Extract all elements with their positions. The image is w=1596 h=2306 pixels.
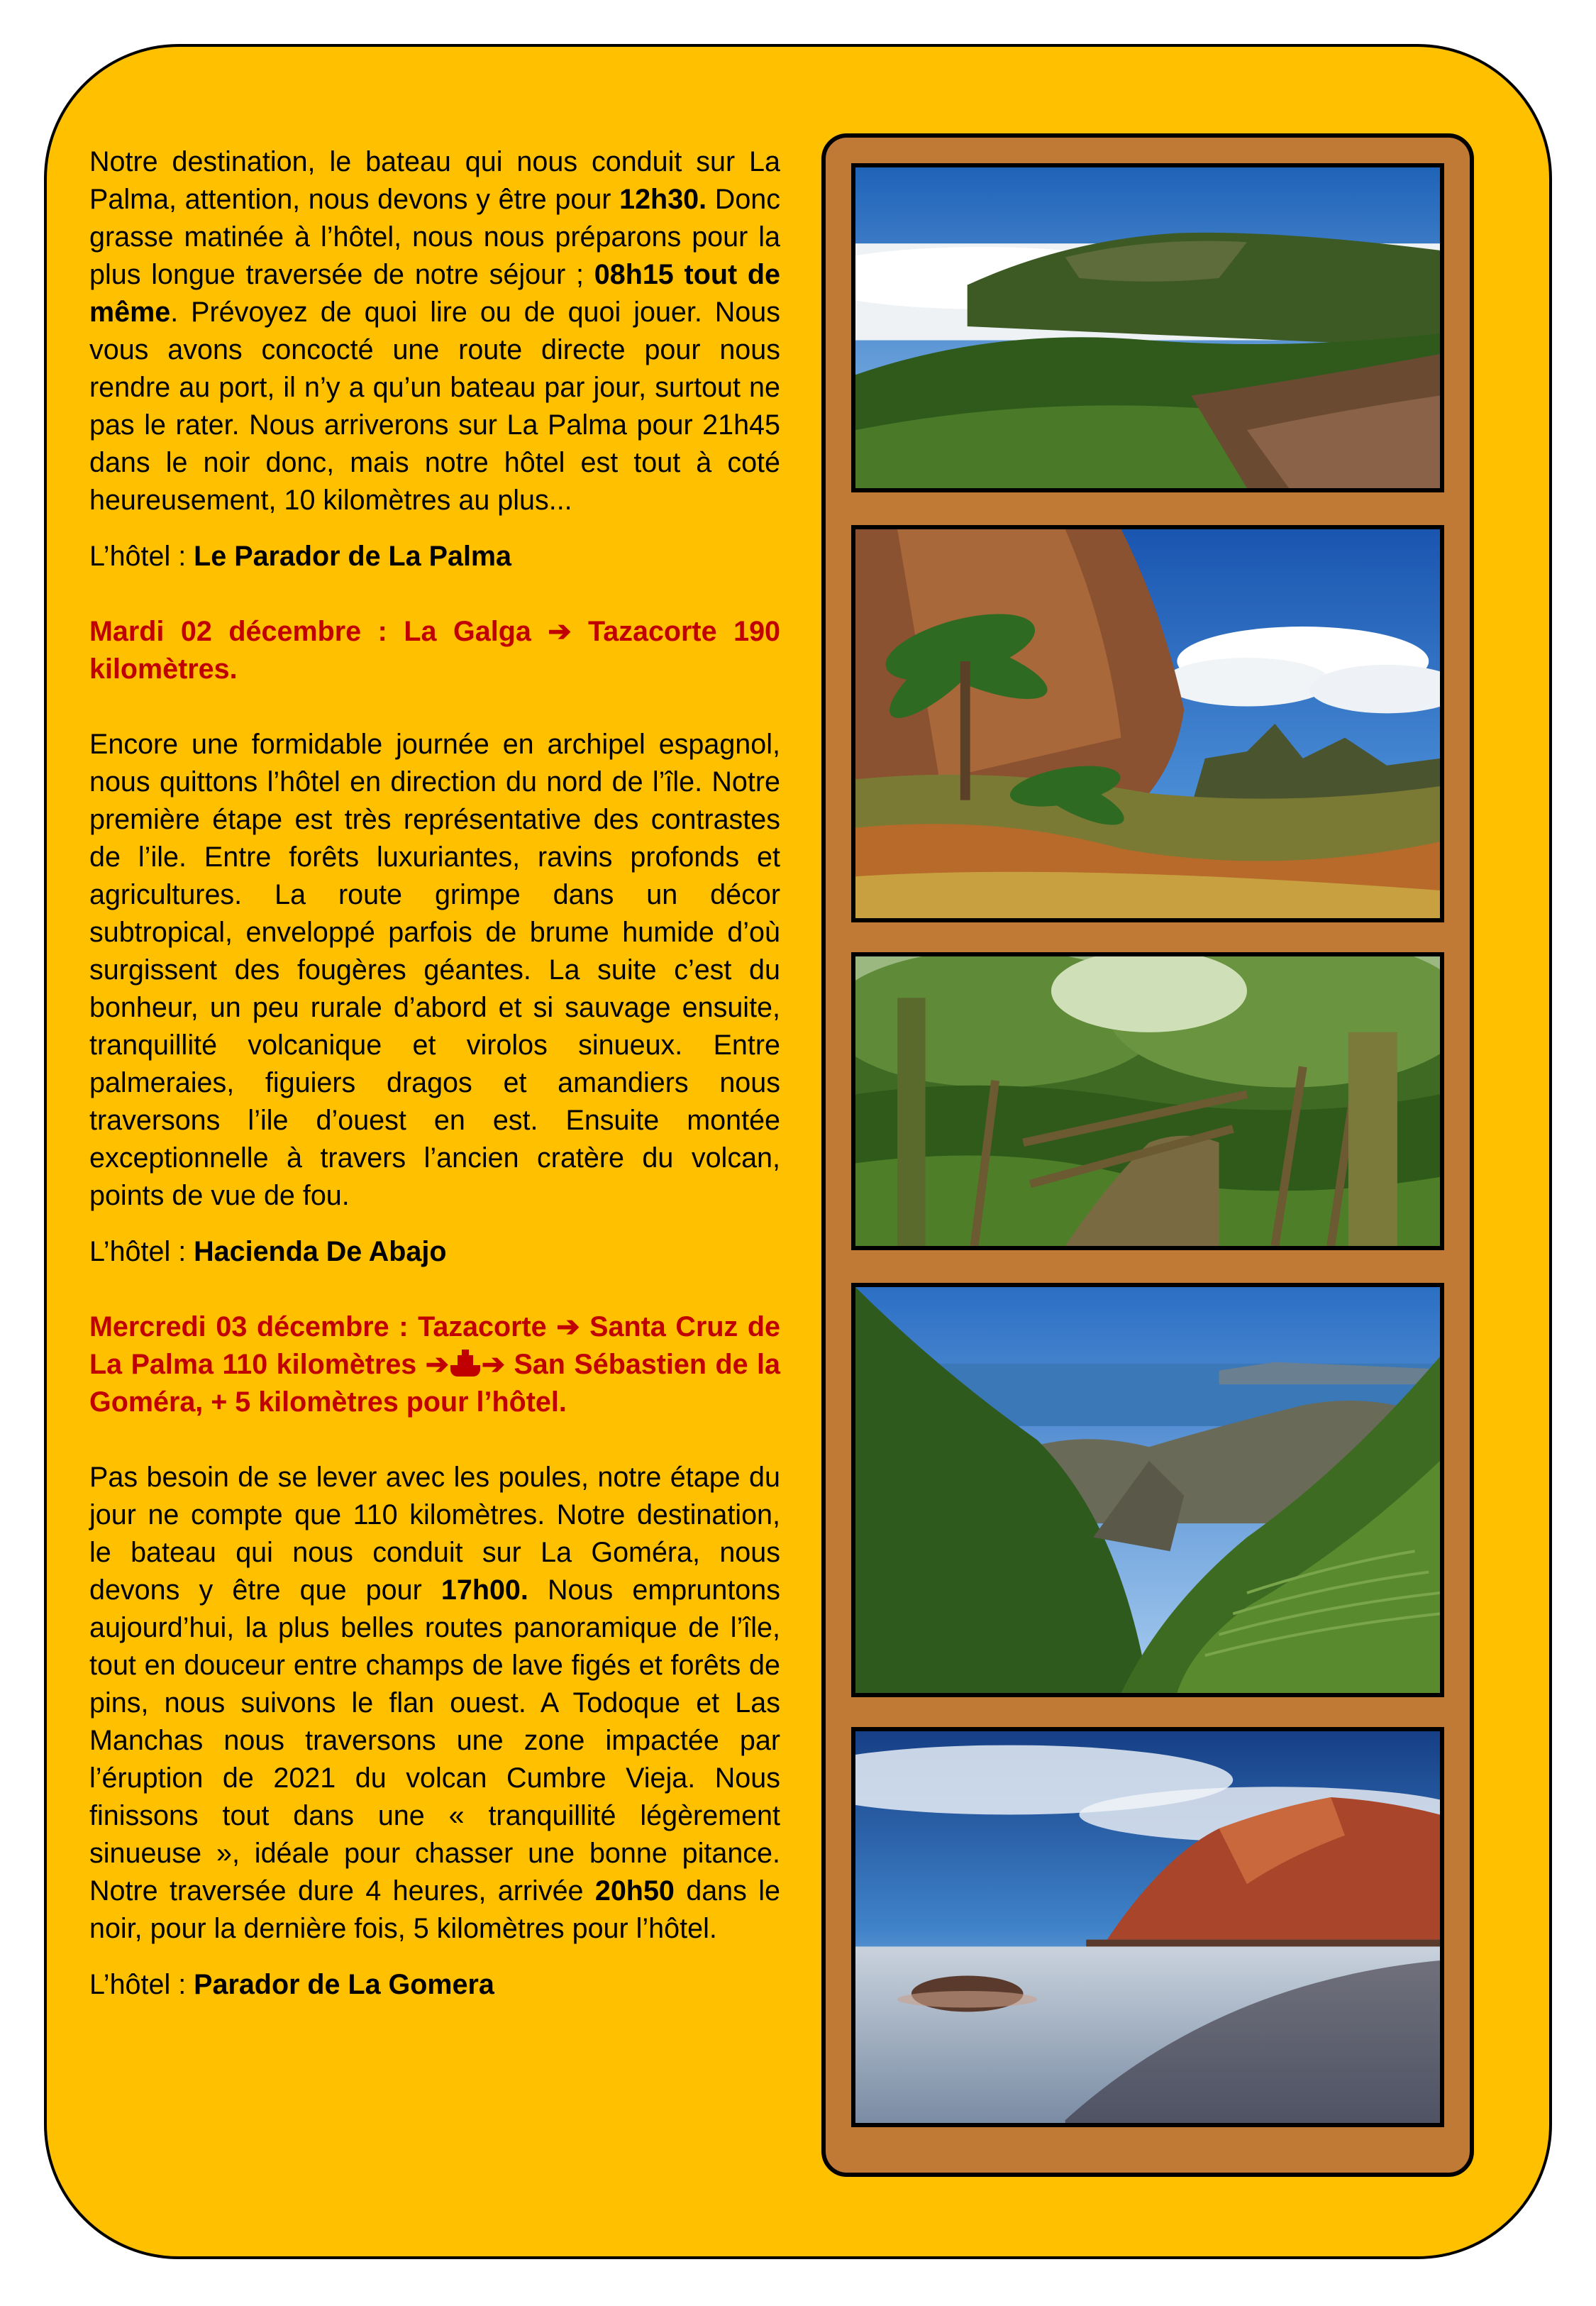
photo-red-mountain-beach (851, 1727, 1444, 2127)
hotel-line-1 (89, 538, 780, 575)
photo-panel (821, 133, 1474, 2177)
intro-time-departure: 08h15 tout de même (89, 259, 780, 328)
photo-cliff-palms (851, 525, 1444, 922)
hotel-line-2 (89, 1233, 780, 1271)
hotel-label: L’hôtel : (89, 1969, 194, 2000)
hotel-name: Hacienda De Abajo (194, 1236, 447, 1267)
day3-heading-text: Mercredi 03 décembre : Tazacorte (89, 1311, 557, 1342)
day2-heading-text: Tazacorte 190 kilomètres. (89, 616, 781, 685)
photo-green-valley (851, 1283, 1444, 1697)
day2-paragraph: Encore une formidable journée en archipel espagnol, nous quittons l’hôtel en direction du nord de l’île. Notre première étape est très représentative des contrastes de l’ile. Entre forêts luxuriantes, ravins profonds et agricultures. La route grimpe dans un décor subtropical, enveloppé parfois de brume humide d’où surgissent des fougères géantes. La suite c’est du bonheur, un peu rurale d’abord et si sauvage ensuite, tranquillité volcanique et virolos sinueux. Entre palmeraies, figuiers dragos et amandiers nous traversons l’ile d’ouest en est. Ensuite montée exceptionnelle à travers l’ancien cratère du volcan, points de vue de fou. (89, 729, 780, 1211)
intro-text: Notre destination, le bateau qui nous conduit sur La Palma, attention, nous devons y être pour (89, 146, 780, 215)
day3-text: Nous empruntons aujourd’hui, la plus belles routes panoramique de l’île, tout en douceur entre champs de lave figés et forêts de pins, nous suivons le flan ouest. A Todoque et Las Manchas nous traversons une zone impactée par l’éruption de 2021 du volcan Cumbre Vieja. Nous finissons tout dans une « tranquillité légèrement sinueuse », idéale pour chasser une bonne pitance. Notre traversée dure 4 heures, arrivée (89, 1574, 780, 1907)
day3-paragraph (89, 1459, 780, 1948)
day3-time-arrival: 20h50 (594, 1875, 675, 1907)
day2-heading (89, 613, 780, 688)
day3-text: dans le noir, pour la dernière fois, 5 kilomètres pour l’hôtel. (89, 1875, 780, 1944)
day3-heading-text: Santa Cruz de La Palma 110 kilomètres (89, 1311, 780, 1380)
arrow-right-icon: ➔ (556, 1311, 580, 1342)
hotel-name: Parador de La Gomera (194, 1969, 494, 2000)
photo-laurel-forest (851, 952, 1444, 1250)
photo-caldera-clouds (851, 163, 1444, 492)
arrow-right-icon: ➔ (548, 616, 572, 647)
day3-heading (89, 1308, 780, 1421)
day3-time-boat: 17h00. (440, 1574, 528, 1606)
text-column (89, 143, 780, 2004)
day3-heading-text: San Sébastien de la Goméra, + 5 kilomètres pour l’hôtel. (89, 1349, 780, 1418)
hotel-label: L’hôtel : (89, 541, 194, 572)
intro-text: . Prévoyez de quoi lire ou de quoi jouer. Nous vous avons concocté une route directe pour nous rendre au port, il n’y a qu’un bateau par jour, surtout ne pas le rater. Nous arriverons sur La Palma pour 21h45 dans le noir donc, mais notre hôtel est tout à coté heureusement, 10 kilomètres au plus... (89, 297, 780, 516)
intro-time-boat: 12h30. (619, 184, 707, 215)
day3-text: Pas besoin de se lever avec les poules, notre étape du jour ne compte que 110 kilomètres. Notre destination, le bateau qui nous conduit sur La Goméra, nous devons y être que pour (89, 1462, 780, 1606)
hotel-name: Le Parador de La Palma (194, 541, 512, 572)
arrow-right-icon: ➔ (425, 1349, 449, 1380)
ferry-icon (449, 1350, 482, 1378)
hotel-label: L’hôtel : (89, 1236, 194, 1267)
hotel-line-3 (89, 1966, 780, 2004)
arrow-right-icon: ➔ (481, 1349, 505, 1380)
intro-paragraph (89, 143, 780, 519)
intro-text: Donc grasse matinée à l’hôtel, nous nous préparons pour la plus longue traversée de notre séjour ; (89, 184, 781, 290)
day2-heading-text: Mardi 02 décembre : La Galga (89, 616, 548, 647)
